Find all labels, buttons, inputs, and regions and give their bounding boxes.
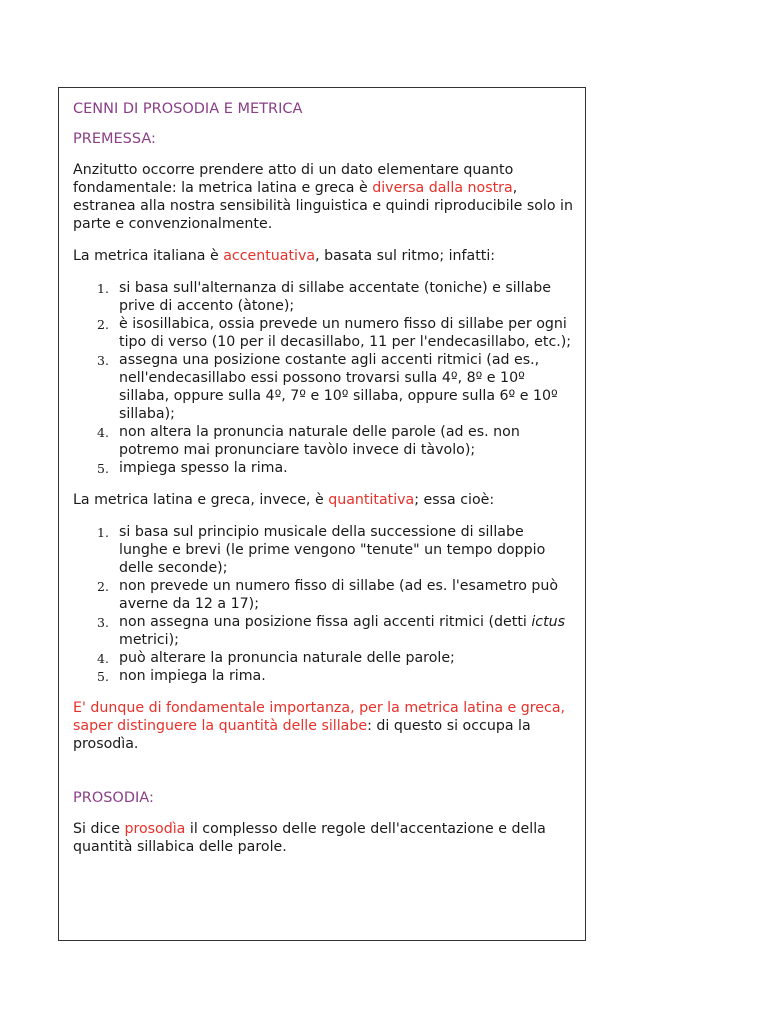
highlight-prosodia: prosodìa [124, 821, 186, 837]
list-item [73, 279, 573, 315]
conclusion-paragraph [73, 699, 573, 753]
premessa-text-1: Anzitutto occorre prendere atto di un dato elementare quanto fondamentale: la metrica latina e greca è [73, 162, 514, 196]
prosodia-text-1: Si dice [73, 821, 125, 837]
list-number: 4. [97, 425, 109, 440]
list-item [73, 613, 573, 649]
list-item [73, 523, 573, 577]
prosodia-text-2: il complesso delle regole dell'accentazione e della quantità sillabica delle parole. [73, 821, 546, 855]
list-item-text: assegna una posizione costante agli accenti ritmici (ad es., nell'endecasillabo essi possono trovarsi sulla 4º, 8º e 10º sillaba, oppure sulla 4º, 7º e 10º sillaba, oppure sulla 6º e 10º sillaba); [119, 352, 558, 422]
highlight-conclusion: E' dunque di fondamentale importanza, per la metrica latina e greca, saper distinguere la quantità delle sillabe [73, 700, 566, 734]
list-number: 1. [97, 281, 109, 296]
list-number: 4. [97, 651, 109, 666]
highlight-quantitativa: quantitativa [328, 492, 415, 508]
list-item-text: non impiega la rima. [119, 668, 266, 684]
list-number: 5. [97, 669, 109, 684]
latin-intro [73, 491, 573, 509]
premessa-heading: PREMESSA: [73, 131, 156, 147]
premessa-text-2: , estranea alla nostra sensibilità linguistica e quindi riproducibile solo in parte e convenzionalmente. [73, 180, 573, 232]
list-item-text: non altera la pronuncia naturale delle parole (ad es. non potremo mai pronunciare tavòlo invece di tàvolo); [119, 424, 520, 458]
italian-metric-list [73, 279, 573, 477]
list-item-text: può alterare la pronuncia naturale delle parole; [119, 650, 455, 666]
prosodia-paragraph [73, 820, 573, 856]
highlight-accentuativa: accentuativa [223, 248, 316, 264]
highlight-diversa: diversa dalla nostra [372, 180, 513, 196]
document-title: CENNI DI PROSODIA E METRICA [73, 101, 303, 117]
list-number: 3. [97, 615, 109, 630]
list-item-text: si basa sull'alternanza di sillabe accentate (toniche) e sillabe prive di accento (àtone); [119, 280, 551, 314]
list-item [73, 667, 573, 685]
list-item [73, 351, 573, 423]
list-item-text-end: metrici); [119, 632, 179, 648]
list-number: 3. [97, 353, 109, 368]
list-item [73, 577, 573, 613]
conclusion-text: : di questo si occupa la prosodìa. [73, 718, 531, 752]
latin-intro-text-1: La metrica latina e greca, invece, è [73, 492, 329, 508]
list-item-text: si basa sul principio musicale della successione di sillabe lunghe e brevi (le prime vengono "tenute" un tempo doppio delle seconde); [119, 524, 546, 576]
list-item-text: non assegna una posizione fissa agli accenti ritmici (detti [119, 614, 532, 630]
ictus-italic: ictus [531, 614, 566, 630]
list-number: 5. [97, 461, 109, 476]
list-number: 1. [97, 525, 109, 540]
italian-intro-text-2: , basata sul ritmo; infatti: [315, 248, 496, 264]
prosodia-heading: PROSODIA: [73, 790, 154, 806]
list-item-text: non prevede un numero fisso di sillabe (ad es. l'esametro può averne da 12 a 17); [119, 578, 559, 612]
italian-intro-text-1: La metrica italiana è [73, 248, 224, 264]
list-item [73, 649, 573, 667]
list-item-text: è isosillabica, ossia prevede un numero fisso di sillabe per ogni tipo di verso (10 per il decasillabo, 11 per l'endecasillabo, etc.); [119, 316, 572, 350]
list-item [73, 423, 573, 459]
document-content [73, 100, 573, 870]
list-item [73, 459, 573, 477]
list-item-text: impiega spesso la rima. [119, 460, 288, 476]
latin-intro-text-2: ; essa cioè: [414, 492, 495, 508]
list-item [73, 315, 573, 351]
premessa-paragraph [73, 161, 573, 233]
italian-intro [73, 247, 573, 265]
list-number: 2. [97, 579, 109, 594]
latin-metric-list [73, 523, 573, 685]
list-number: 2. [97, 317, 109, 332]
